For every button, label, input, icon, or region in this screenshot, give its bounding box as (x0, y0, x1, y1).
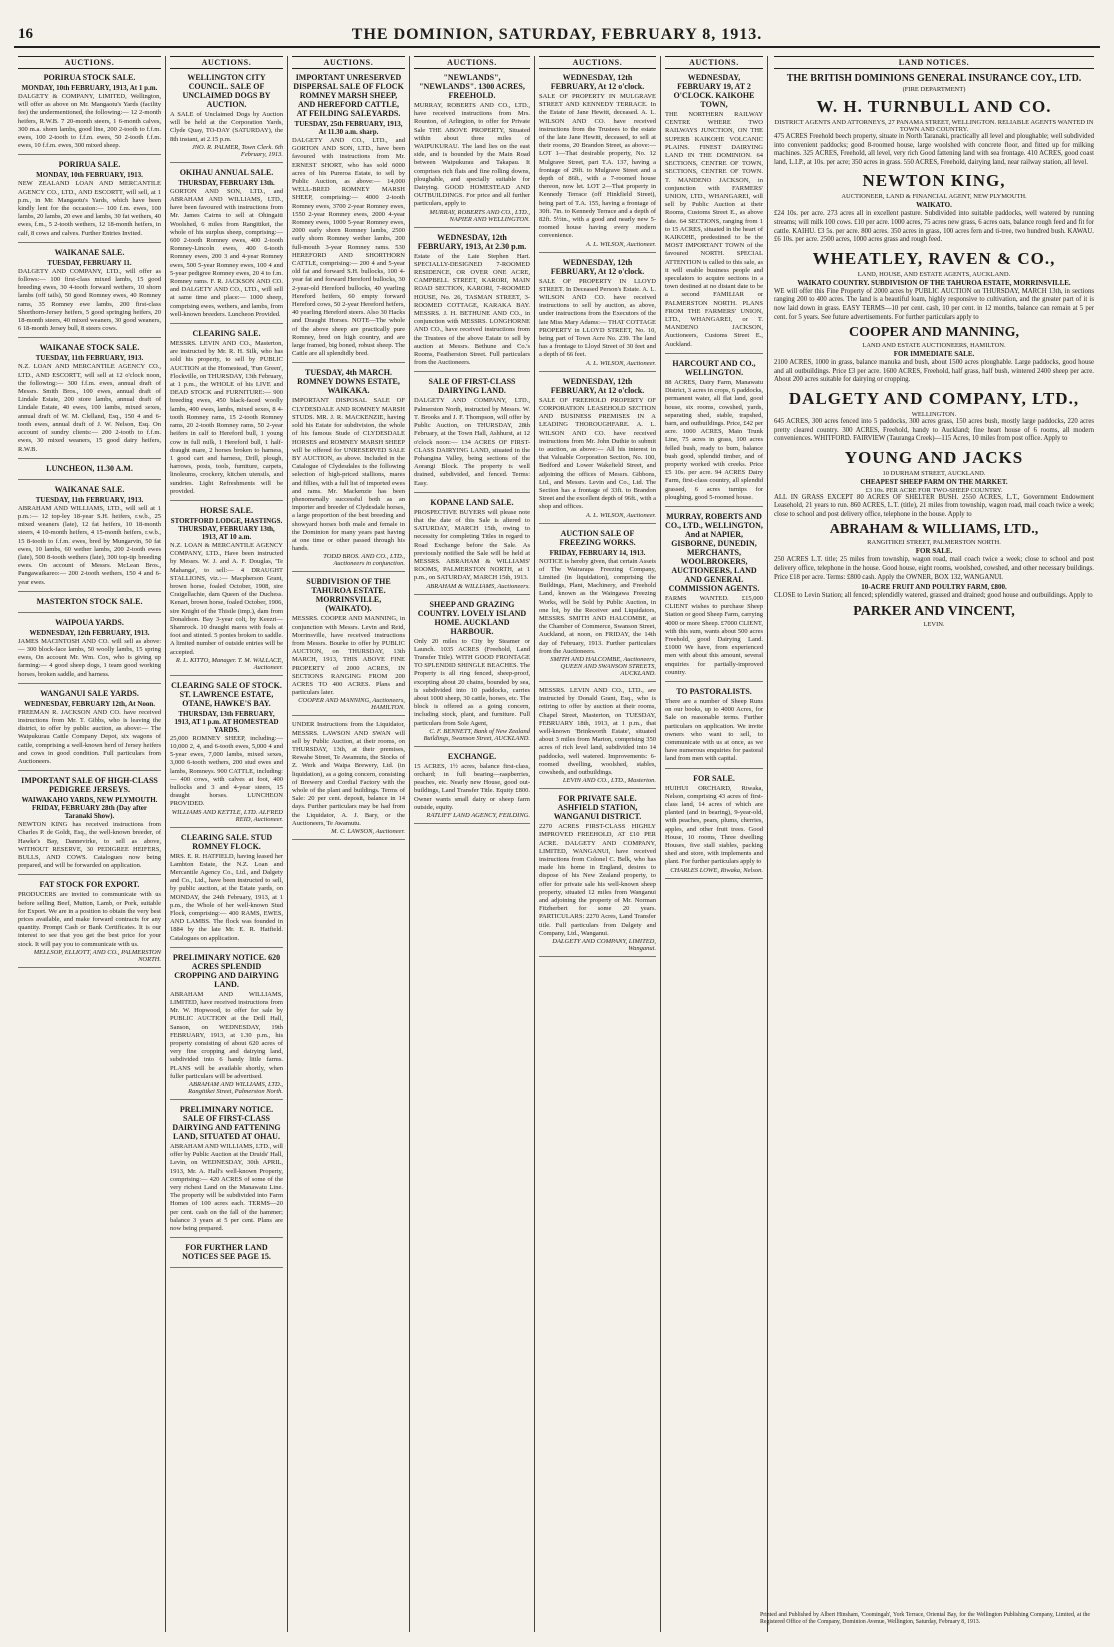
cheapest-farm-listing: ALL IN GRASS EXCEPT 80 ACRES OF SHELTER BUSH. 2550 ACRES, L.T., Government Endowment Leasehold, 21 years to run. 860 ACRES, L.T. (title), 21 miles from township, wagon road, mail coach twice a week; close to school and post delivery office, telephone in the house. Apply to (774, 493, 1094, 518)
notice-body: Estate of the Late Stephen Hart. SPECIALLY-DESIGNED 7-ROOMED RESIDENCE, OR OVER ONE ACRE, CAMPBELL STREET, KARORI, MAIN ROAD SECTION, KARORI, 7-ROOMED HOUSE, No. 26, TASMAN STREET, 3-ROOMED COTTAGE, KARAKA BAY. MESSRS. J. H. BETHUNE AND CO., in conjunction with MESSRS. LONGHORNE AND CO., have received instructions from the Trustees of the above Estate to sell by auction at Messrs. Bethune and Co.'s Rooms, Featherston Street. Full particulars from the Auctioneers. (414, 252, 530, 367)
fruit-farm-heading: 10-ACRE FRUIT AND POULTRY FARM, £800. (861, 583, 1007, 592)
notice-title: IMPORTANT SALE OF HIGH-CLASS PEDIGREE JERSEYS. (21, 776, 158, 795)
notice-title: CLEARING SALE OF STOCK. ST. LAWRENCE ESTATE, OTANE, HAWKE'S BAY. (171, 680, 282, 708)
auction-notice (539, 377, 656, 524)
auction-column-6 (661, 56, 768, 1632)
auction-notice (539, 258, 656, 372)
notice-body: HUIHUI ORCHARD, Riwaka, Nelson, comprising 43 acres of first-class land, 14 acres of which are planted (and in bearing), 9-year-old, with peaches, pears, plums, cherries, apples, and other fruit trees. Good House, 10 rooms, Three dwelling Houses, five stall stables, packing shed and store, with implements and plant. For further particulars apply to (665, 784, 763, 866)
notice-date: STORTFORD LODGE, HASTINGS. THURSDAY, FEBRUARY 13th, 1913, AT 10 a.m. (170, 516, 283, 541)
columns-area (14, 56, 1100, 1632)
notice-body: MURRAY, ROBERTS AND CO., LTD., have received instructions from Mrs. Rounton, of Arlington, to offer for Private Sale THE ABOVE PROPERTY, Situated within about three miles of WAIPUKURAU. The land lies on the east side, and is bounded by the Main Road between Waipukurau and Takapau. It comprises rich flats and fine rolling downs, ploughable, and specially suitable for Dairying. GOOD HOMESTEAD AND OUTBUILDINGS. For price and all further particulars, apply to (414, 102, 530, 208)
notice-signature: C. F. BENNETT, Bank of New Zealand Buildings, Swanson Street, AUCKLAND. (423, 727, 530, 742)
notice-title: WAIKANAE STOCK SALE. (39, 343, 140, 353)
notice-title: TUESDAY, 4th MARCH. ROMNEY DOWNS ESTATE, WAIKAKA. (297, 368, 400, 396)
notice-body: ABRAHAM AND WILLIAMS, LIMITED, have received instructions from Mr. W. Hopwood, to offer for sale by PUBLIC AUCTION at the Drill Hall, Sanson, on WEDNESDAY, 19th FEBRUARY, 1913, at 1.30 p.m., his property consisting of about 620 acres of very fine cropping and dairying land, subdivided into 6 handy little farms. PLANS will be available shortly, when fuller particulars will be advertised. (170, 990, 283, 1080)
notice-body: NEWTON KING has received instructions from Charles P. de Goldt, Esq., the well-known breeder, of Hawke's Bay, Dannevirke, to sell as above, WITHOUT RESERVE, 30 PEDIGREE HEIFERS, BULLS, AND COWS. Catalogues now being prepared, and will be forwarded on application. (18, 821, 161, 870)
land-notices-header: LAND NOTICES. (774, 56, 1094, 69)
notice-signature: ABRAHAM AND WILLIAMS, LTD., Rangitikei Street, Palmerston North. (188, 1081, 283, 1096)
notice-date: THURSDAY, 13th FEBRUARY, 1913, AT 1 p.m. AT HOMESTEAD YARDS. (174, 709, 279, 734)
auction-column-3 (288, 56, 410, 1632)
auction-notice (414, 73, 530, 228)
notice-body: NEW ZEALAND LOAN AND MERCANTILE AGENCY CO., LTD., AND ESCORTT, will sell, at 1 p.m., in Mr. Mangaotu's Yards, which have been kindly lent for the occasion:— 100 f.m. ewes, 100 lambs, 20 lambs, 20 ewe and lambs, 30 fat wethers, 40 ewes, f.m., 5 2-tooth wethers, 12 18-month heifers, in calf, 8 cows and calves. Further Entries Invited. (18, 180, 161, 237)
notice-signature: CHARLES LOWE, Riwaka, Nelson. (670, 866, 763, 874)
tahuroa-heading: WAIKATO COUNTRY. SUBDIVISION OF THE TAHUROA ESTATE, MORRINSVILLE. (797, 278, 1071, 287)
notice-title: WAIKANAE SALE. (54, 247, 125, 257)
immediate-sale-heading: FOR IMMEDIATE SALE. (893, 350, 975, 359)
cooper-manning-name: COOPER AND MANNING, (849, 325, 1019, 341)
notice-body: DALGETY AND COMPANY, LTD., will offer as follows:— 100 first-class mixed lambs, 15 good breeding ewes, 30 4-tooth forward wethers, 10 shorn lambs (off tails), 50 good Romney ewes, 40 Romney rams, 35 Romney ewe lambs, 200 first-class Shorthorn-Jersey heifers, 5 good springing heifers, 20 18-month steers, 40 mixed weaners, 30 good weaners, 6 18-month Jersey bull, 8 steers cows. (18, 267, 161, 333)
auction-notice (18, 160, 161, 242)
auction-notice (414, 498, 530, 595)
notice-title: MURRAY, ROBERTS AND CO., LTD., WELLINGTON, And at NAPIER, GISBORNE, DUNEDIN, MERCHANTS, WOOLBROKERS, AUCTIONEERS, LAND AND GENERAL COMMISSION AGENTS. (665, 511, 763, 593)
auction-notice (292, 73, 405, 363)
insurance-title: THE BRITISH DOMINIONS GENERAL INSURANCE COY., LTD. (786, 73, 1082, 84)
notice-signature: MELLSOP, ELLIOTT, AND CO., PALMERSTON NORTH. (33, 948, 161, 963)
auction-notice (292, 577, 405, 716)
notice-title: "NEWLANDS", "NEWLANDS". 1300 ACRES, FREEHOLD. (419, 73, 525, 100)
notice-body: A SALE of Unclaimed Dogs by Auction will be held at the Corporation Yards, Clyde Quay, TO-DAY (SATURDAY), the 8th instant, at 2.15 p.m. (170, 111, 283, 143)
auction-notice (539, 73, 656, 253)
notice-title: WELLINGTON CITY COUNCIL. SALE OF UNCLAIMED DOGS BY AUCTION. (182, 73, 271, 109)
notice-title: WEDNESDAY, 12th FEBRUARY, At 12 o'clock. (550, 376, 645, 395)
notice-body: N.Z. LOAN & MERCANTILE AGENCY COMPANY, LTD., Have been instructed by Messrs. W. J. and A. F. Douglas, 'Te Mahanga', to sell:— 4 DRAUGHT STALLIONS, viz.:— Macpherson Grant, brown horse, foaled October, 1908, sire Craigellachie, dam Queen of the Duchess. Kenart, brown horse, foaled October, 1906, sire Knight of the Thistle (imp.), dam from Donaldson. Bay 3-year colt, by Keezri—Shamrock. 10 draught mares with foals at foot and stinted. 5 ponies broken to saddle. A limited number of outside entries will be accepted. (170, 541, 283, 656)
masthead (14, 26, 1100, 48)
auction-notice (170, 73, 283, 163)
notice-signature: DALGETY AND COMPANY, LIMITED, Wanganui. (552, 938, 656, 953)
notice-title: WEDNESDAY, 12th FEBRUARY, At 12 o'clock. (550, 257, 645, 276)
notice-body: N.Z. LOAN AND MERCANTILE AGENCY CO., LTD., AND ESCORTT, will sell at 12 o'clock noon, the following:— 300 f.f.m. ewes, annual draft of Messrs. Smith Bros., 100 ewes, annual draft of Lindale Estate, 200 store lambs, annual draft of Lindale Estate, 40 ewes, 100 lambs, mixed sexes, annual draft of W. M. Clelland, Esq., 150 4 and 6-tooth ewes, annual draft of J. W. Nelson, Esq. On account of sundry clients:— 200 2-tooth to f.f.m. ewes, 30 mixed weaners, 15 good dairy heifers, R.W.B. (18, 363, 161, 453)
notice-title: MASTERTON STOCK SALE. (36, 596, 143, 606)
auction-notice (170, 506, 283, 676)
notice-body: THE NORTHERN RAILWAY CENTRE WHERE TWO RAILWAYS JUNCTION, ON THE SUPERB KAIKOHE VOLCANIC PLAINS. FINEST DAIRYING LAND IN THE DOMINION. 64 SECTIONS, CENTRE OF TOWN, SECTIONS, CENTRE OF TOWN. T. MANDENO JACKSON, in conjunction with FARMERS' UNION, LTD., WHANGAREI, will sell by Public Auction at their Rooms, Customs Street E., as above date. 64 SECTIONS, ranging from 1 to 15 ACRES, situated in the heart of KAIKOHE, predestined to be the MOST IMPORTANT TOWN of the favoured NORTH. SPECIAL ATTENTION is called to this sale, as it will enable business people and speculators to acquire sections in a town destined at no distant date to be a second FAMILIAR or PALMERSTON NORTH. PLANS FROM THE FARMERS' UNION, LTD., WHANGAREI, or T. MANDENO JACKSON, Auctioneers, Customs Street E., Auckland. (665, 111, 763, 348)
notice-body: DALGETY AND CO., LTD., and GORTON AND SON, LTD., have been favoured with instructions from Mr. ERNEST SHORT, who has sold 6000 acres of his Pureroa Estate, to sell by Public Auction, as above:— 14,000 WELL-BRED ROMNEY MARSH SHEEP, comprising:— 4000 2-tooth Romney ewes, 3700 2-year Romney ewes, 1550 2-year Romney ewes, 2000 4-year Romney ewes, 1000 5-year Romney ewes, 2000 early shorn Romney lambs, 2500 early shorn Romney wether lambs, 200 full-mouth 3-year Romney rams. 530 HEREFORD AND SHORTHORN CATTLE, comprising:— 200 4 and 5-year old fat and forward S.H. bullocks, 100 4-year fat and forward Hereford bullocks, 30 2-year-old Hereford bullocks, 40 yearling Hereford heifers, 60 empty forward Hereford cows, 50 2-year Hereford heifers, 40 yearling Hereford steers. Also 30 Hacks and Draught Horses. NOTE—The whole of the above sheep are practically pure Romney, bred on high country, and are large framed, big boned, robust sheep. The Cattle are all splendidly bred. (292, 137, 405, 358)
auction-notice (170, 1105, 283, 1238)
notice-body: ABRAHAM AND WILLIAMS, LTD., will offer by Public Auction at the Druids' Hall, Levin, on WEDNESDAY, 30th APRIL, 1913, Mr. A. Hall's well-known Property, comprising:— 420 ACRES of some of the very richest Land on the Manawatu Line. The property will be subdivided into Farm Homes of 100 acres each. TERMS—20 per cent. cash on the fall of the hammer; balance 3 years at 5 per cent. Plans are now being prepared. (170, 1143, 283, 1233)
notice-title: HARCOURT AND CO., WELLINGTON. (672, 358, 756, 377)
notice-signature: LEVIN AND CO., LTD., Masterton. (562, 777, 656, 785)
waikato-listings: £24 10s. per acre. 273 acres all in excellent pasture. Subdivided into suitable paddocks, well watered by running streams; will milk 100 cows. £10 per acre. 1000 acres, 75 acres new grass, 6 acres oats, balance rough feed and fit for cattle. KAIHU. £3 5s. per acre. 800 acres. 350 acres in grass, 100 acres fern and ti-tree, two hundred bush. KAWAU. £6 10s. per acre. 2500 acres, 1000 acres grass and rough feed. (774, 210, 1094, 244)
notice-body: PROSPECTIVE BUYERS will please note that the date of this Sale is altered to SATURDAY, MARCH 15th, owing to necessity for completing Titles in regard to Road Exchange before the Sale. As previously notified the Sale will be held at MESSRS. ABRAHAM & WILLIAMS' ROOMS, PALMERSTON NORTH, at 1 p.m., on SATURDAY, MARCH 15th, 1913. (414, 508, 530, 582)
auction-notice (665, 687, 763, 769)
land-notices-column (768, 56, 1100, 1632)
notice-date: TUESDAY, FEBRUARY 11. (47, 258, 132, 267)
notice-body: MRS. E. R. HATFIELD, having leased her Lambton Estate, the N.Z. Loan and Mercantile Agency Co., Ltd., and Dalgety and Co., Ltd., have been instructed to sell, by public auction, at the Estate yards, on MONDAY, the 24th February, 1913, at 1 p.m., the Whole of her well-known Stud Flock, comprising:— 400 RAMS, EWES, AND LAMBS. The flock was founded in 1884 by the late Mr. E. R. Hatfield. Catalogues on application. (170, 852, 283, 942)
auction-notice (18, 464, 161, 480)
insurance-subtitle: (FIRE DEPARTMENT) (902, 86, 966, 93)
auction-notice (665, 359, 763, 507)
auction-notice (170, 168, 283, 324)
notice-body: MESSRS. LEVIN AND CO., Masterton, are instructed by Mr. R. H. Silk, who has sold his property, to sell by PUBLIC AUCTION at the Homestead, 'Fun Green', Flockville, on THURSDAY, 13th February, at 1 p.m., the WHOLE of his LIVE and DEAD STOCK and FURNITURE:— 900 breeding ewes, 450 black-faced woolly lambs, 400 ewes, lambs, mixed sexes, 8 4-tooth Romney rams, 15 2-tooth Romney rams, 20 2-tooth Romney rams, 50 2-year heifers in calf to Hereford bull, 1 young cow in full milk, 1 Hereford bull, 1 half-draught mare, 2 horses broken to harness, 1 good cart and harness, Drill, plough, harrows, posts, tools, furniture, carpets, linoleums, crockery, kitchen utensils, and sundries. Light Refreshments will be provided. (170, 340, 283, 495)
notice-title: CLEARING SALE. STUD ROMNEY FLOCK. (180, 832, 273, 851)
auction-notice (18, 776, 161, 875)
notice-signature: JNO. R. PALMER, Town Clerk. 6th February, 1913. (191, 143, 283, 158)
notice-signature: WILLIAMS AND KETTLE, LTD. ALFRED REID, Auctioneer. (171, 808, 283, 823)
notice-title: WANGANUI SALE YARDS. (40, 688, 139, 698)
notice-body: SALE OF FREEHOLD PROPERTY OF CORPORATION LEASEHOLD SECTION AND BUSINESS PREMISES IN A LEADING THOROUGHFARE. A. L. WILSON AND CO. have received instructions from Mr. John Duthie to submit to auction, as above:— All his interest in that Valuable Corporation Section, No. 100, Bedford and Lower Wakefield Street, and adjoining the offices of Messrs. Gibbons, Ltd., and Messrs. Levin and Co., Ltd. The Section has a frontage of 33ft. to Brandon Street and the excellent depth of 96ft., with a shop and offices. (539, 396, 656, 511)
printer-imprint: Printed and Published by Albert Hinsham, 'Coomingah', York Terrace, Oriental Bay, for the Wellington Publishing Company, Limited, at the Registered Office of the Company, Dominion Avenue, Wellington, Saturday, February 8, 1913. (760, 1612, 1090, 1625)
auction-notice (18, 73, 161, 155)
notice-date: TUESDAY, 25th FEBRUARY, 1913, At 11.30 a.m. sharp. (294, 120, 403, 136)
column-header: AUCTIONS. (170, 56, 283, 69)
notice-title: PORIRUA STOCK SALE. (43, 73, 136, 82)
newspaper-title: THE DOMINION, SATURDAY, FEBRUARY 8, 1913. (351, 26, 763, 43)
notice-title: WAIPOUA YARDS. (55, 617, 124, 627)
turnbull-firm-name: W. H. TURNBULL AND CO. (816, 97, 1052, 116)
cooper-manning-tagline: LAND AND ESTATE AUCTIONEERS, HAMILTON. (862, 342, 1006, 350)
notice-body: GORTON AND SON, LTD., and ABRAHAM AND WILLIAMS, LTD., have been favoured with instructions from Mr. James Cairns to sell at Ohingaiti Woolshed, 6 miles from Rangitikei, the whole of his surplus sheep, comprising:— 600 2-tooth Romney ewes, 400 2-tooth Romney-Lincoln ewes, 400 6-tooth Romney ewes, 200 3 and 4-year Romney ewes, 500 5-year Romney ewes, 100 4 and 5-year pedigree Romney ewes, 20 4 to f.m. Romney rams. F. R. JACKSON AND CO. and DALGETY AND CO., LTD., will sell at same time and place:— 1000 sheep, comprising ewes, wethers, and lambs, from well-known breeders. Luncheon Provided. (170, 187, 284, 318)
notice-body: FREEMAN R. JACKSON AND CO. have received instructions from Mr. T. Gibbs, who is leaving the district, to offer by public auction, as above:— The Waipukurau Cattle Company Depot, six wagons of cattle, comprising a well-known herd of Jersey heifers and cows in good condition. Full particulars from Auctioneers. (18, 708, 161, 765)
notice-date: WEDNESDAY, 12th FEBRUARY, 1913. (29, 628, 150, 637)
notice-title: PORIRUA SALE. (58, 160, 121, 170)
column-header: AUCTIONS. (539, 56, 656, 69)
auction-notice (414, 752, 530, 824)
auction-notice (170, 681, 283, 828)
notice-body: Only 20 miles to City by Steamer or Launch. 1035 ACRES (Freehold, Land Transfer Title). WITH GOOD FRONTAGE TO SPLENDID SHINGLE BEACHES. The Property is all ring fenced, sheep-proof, excepting about 20 chains, bounded by sea, is subdivided into 10 paddocks, carries about 1000 sheep, 30 cattle, horses, etc. The block is offered as a going concern, including stock, plant, and furniture. Full particulars from Sole Agent, (414, 637, 530, 727)
notice-signature: SMITH AND HALCOMBE, Auctioneers, QUEEN AND SWANSON STREETS, AUCKLAND. (550, 655, 656, 677)
auction-notice (18, 597, 161, 613)
young-jacks-tagline: 10 DURHAM STREET, AUCKLAND. (882, 469, 986, 477)
notice-title: LUNCHEON, 11.30 A.M. (46, 463, 133, 473)
wheatley-raven-tagline: LAND, HOUSE, AND ESTATE AGENTS, AUCKLAND. (857, 270, 1011, 278)
notice-signature: TODD BROS. AND CO., LTD., Auctioneers in conjunction. (323, 553, 405, 568)
dalgety-tagline: WELLINGTON. (911, 410, 957, 418)
notice-title: KOPANE LAND SALE. (430, 497, 514, 507)
notice-body: SALE OF PROPERTY IN LLOYD STREET. In Deceased Person's Estate. A. L. WILSON AND CO. have received instructions to sell by auction, as above, under instructions from the Executors of the late Miss Mary Adams:— THAT COTTAGE PROPERTY in LLOYD STREET, No. 10, being part of Town Acre No. 239. The land has a frontage to Lloyd Street of 30 feet and a depth of 66 feet. (539, 277, 656, 359)
notice-body: NOTICE is hereby given, that certain Assets of The Wairarapa Freezing Company, Limited (in liquidation), comprising the Buildings, Plant, Machinery, and Freehold Land, known as the Waingawa Freezing Works, will be Sold by Public Auction, in one lot, by the Receiver and Liquidators, MESSRS. SMITH AND HALCOMBE, at the Chamber of Commerce, Swanson Street, Auckland, at noon, on FRIDAY, the 14th day of February, 1913. Further particulars from the Auctioneers. (539, 557, 656, 655)
notice-body: 2270 ACRES FIRST-CLASS HIGHLY IMPROVED FREEHOLD, AT £10 PER ACRE. DALGETY AND COMPANY, LIMITED, WANGANUI, have received instructions from Colonel C. Belk, who has made his home in England, desires to dispose of his New Zealand property, to offer for private sale his well-known sheep property, situated 12 miles from Wanganui and adjoining the property of Mr. Norman Fitzherbert for some 20 years. PARTICULARS: 2270 Acres, Land Transfer title. Full particulars from Dalgety and Company, Ltd., Wanganui. (539, 823, 656, 937)
turnbull-listings: 475 ACRES Freehold beech property, situate in North Taranaki, practically all level and ploughable; well subdivided into convenient paddocks; good 8-roomed house, large woolshed with concrete floor, and fitted up for milking machines. 325 ACRES, Freehold, all level, very rich Good fattening land with sea frontage. 410 ACRES, good coast land, L.I.P., at 10s. per acre; 350 acres in grass. 550 ACRES, Freehold, dairying land, near railway station, all level. (774, 133, 1094, 166)
notice-signature: A. L. WILSON, Auctioneer. (585, 511, 656, 519)
notice-title: TO PASTORALISTS. (676, 686, 752, 696)
column-header: AUCTIONS. (414, 56, 530, 69)
notice-title: AUCTION SALE OF FREEZING WORKS. (559, 528, 636, 547)
notice-title: IMPORTANT UNRESERVED DISPERSAL SALE OF FLOCK ROMNEY MARSH SHEEP, AND HEREFORD CATTLE, AT FEILDING SALEYARDS. (293, 73, 404, 118)
notice-title: WEDNESDAY, FEBRUARY 19, AT 2 O'CLOCK. KAIKOHE TOWN, (673, 73, 755, 109)
cheapest-farm-subheading: £3 10s. PER ACRE FOR TWO-SHEEP COUNTRY. (865, 486, 1003, 494)
notice-body: 15 ACRES, 1½ acres, balance first-class, orchard; in full bearing—raspberries, peaches, etc. Nearly new House, good out-buildings, Land Transfer Title. Equity £800. Owner wants small dairy or sheep farm outside, equity. (414, 762, 530, 811)
notice-signature: A. L. WILSON, Auctioneer. (585, 359, 656, 367)
notice-title: SUBDIVISION OF THE TAHUROA ESTATE. MORRINSVILLE, (WAIKATO). (306, 577, 391, 614)
auction-column-2 (166, 56, 288, 1632)
notice-signature: COOPER AND MANNING, Auctioneers, HAMILTON. (298, 697, 405, 712)
notice-date: MONDAY, 10th FEBRUARY, 1913. (36, 171, 143, 180)
notice-date: FRIDAY, FEBRUARY 14, 1913. (549, 548, 646, 557)
auction-column-5 (535, 56, 661, 1632)
notice-title: WEDNESDAY, 12th FEBRUARY, 1913, At 2.30 p.m. (417, 232, 527, 251)
auction-notice (18, 343, 161, 458)
notice-title: PRELIMINARY NOTICE. SALE OF FIRST-CLASS DAIRYING AND FATTENING LAND, SITUATED AT OHAU. (172, 1105, 281, 1142)
auction-notice (292, 368, 405, 572)
cheapest-farm-heading: CHEAPEST SHEEP FARM ON THE MARKET. (860, 477, 1008, 486)
auction-notice (170, 953, 283, 1100)
auction-notice (18, 485, 161, 592)
notice-title: SALE OF FIRST-CLASS DAIRYING LAND. (428, 377, 516, 396)
newton-king-name: NEWTON KING, (862, 171, 1006, 191)
notice-title: OKIHAU ANNUAL SALE. (179, 167, 274, 177)
abraham-williams-tagline: RANGITIKEI STREET, PALMERSTON NORTH. (867, 539, 1001, 547)
notice-date: TUESDAY, 11th FEBRUARY, 1913. (35, 495, 144, 504)
notice-title: FAT STOCK FOR EXPORT. (39, 880, 140, 890)
notice-date: WEDNESDAY, FEBRUARY 12th, At Noon. (23, 699, 156, 708)
notice-body: FARMS WANTED. £15,000 CLIENT wishes to purchase Sheep Station or good Sheep Farm, carrying 4000 or more Sheep. £7000 CLIENT, with this sum, wants about 500 acres Freehold, good Dairying Land. £1000 We have, from experienced men with about this amount, several enquiries for partially-improved country. (665, 594, 763, 676)
auction-notice (665, 73, 763, 354)
auction-notice (665, 774, 763, 879)
notice-date: TUESDAY, 11th FEBRUARY, 1913. (35, 354, 144, 363)
tahuroa-listing: WE will offer this Fine Property of 2000 acres by PUBLIC AUCTION on THURSDAY, MARCH 13th, in sections ranging 200 to 400 acres. The land is a beautiful loam, highly responsive to cultivation, and the greater part of it is now laid down in grass. EASY TERMS—10 per cent. cash, 10 per cent. in 12 months, balance can remain at 5 per cent. for 5 years. See future advertisements. For further particulars apply to (774, 287, 1094, 321)
wheatley-raven-name: WHEATLEY, RAVEN & CO., (812, 248, 1056, 268)
notice-title: HORSE SALE. (200, 505, 253, 515)
notice-signature: M. C. LAWSON, Auctioneer. (331, 828, 405, 836)
abraham-williams-name: ABRAHAM & WILLIAMS, LTD., (829, 522, 1039, 538)
auction-notice (170, 1243, 283, 1268)
auction-notice (414, 233, 530, 373)
notice-body: IMPORTANT DISPOSAL SALE OF CLYDESDALE AND ROMNEY MARSH STUDS. MR. J. R. MACKENZIE, having sold his Estate for subdivision, the whole of his famous Stude of CLYDESDALE HORSES and ROMNEY MARSH SHEEP will be offered for UNRESERVED SALE BY AUCTION, as above. Included in the Catalogue of Clydesdales is the following selection of high-priced stallions, mares and fillies, with a full list of imported ewes and rams. Mr. Mackenzie has been phenomenally successful both as an importer and breeder of Clydesdale horses, a large proportion of the best breeding and showyard horses both male and female in the Dominion for many years past having at one time or other passed through his hands. (292, 397, 405, 553)
notice-title: EXCHANGE. (447, 751, 497, 761)
auction-notice (665, 512, 763, 682)
dalgety-name: DALGETY AND COMPANY, LTD., (788, 388, 1080, 408)
notice-date: WAIWAKAHO YARDS, NEW PLYMOUTH. FRIDAY, FEBRUARY 28th (Day after Taranaki Show). (21, 796, 158, 821)
notice-body: MESSRS. LEVIN AND CO., LTD., are instructed by Donald Grant, Esq., who is retiring to offer by auction at their rooms, Chapel Street, Masterton, on TUESDAY, FEBRUARY 18th, 1913, at 1 p.m., that well-known 'Brinkworth Estate', situated about 3 miles from Marton, comprising 350 acres of rich level land, subdivided into 14 paddocks, well watered. Improvements: 6-roomed dwelling, woolshed, stables, cowsheds, and outbuildings. (539, 686, 656, 776)
dalgety-listings: 645 ACRES, 300 acres fenced into 5 paddocks, 300 acres grass, 150 acres bush, mostly large paddocks, 220 acres pretty cleared country. 300 ACRES, Freehold, handy to Auckland; fine heart house of 6 rooms, all modern conveniences. WHITFORD. FAIRVIEW (Tauranga Creek)—115 Acres, 10 miles from post office. Apply to (774, 417, 1094, 443)
notice-signature: RATLIFF LAND AGENCY, FEILDING. (426, 812, 530, 819)
newton-king-tagline: AUCTIONEER, LAND & FINANCIAL AGENT, NEW PLYMOUTH. (841, 193, 1027, 201)
notice-body: DALGETY & COMPANY, LIMITED, Wellington, will offer as above on Mr. Mangaotu's Yards (facility fee) the undermentioned, the following:— 12 2-month heifers, R.W.B. 7 20-month steers, 1 6-month calves, 300 m.a. shorn lambs, good line, 200 2-tooth to f.f.m. ewes, 100 2-tooth to f.f.m. ewes, 50 2-tooth f.f.m. ewes, 10 f.f.m. ewes, 300 mixed sheep. (18, 93, 161, 150)
auction-column-4 (410, 56, 535, 1632)
auction-notice (414, 377, 530, 492)
notice-title: FOR FURTHER LAND NOTICES SEE PAGE 15. (182, 1243, 271, 1262)
notice-title: SHEEP AND GRAZING COUNTRY. LOVELY ISLAND HOME. AUCKLAND HARBOUR. (417, 599, 527, 636)
notice-body: DALGETY AND COMPANY, LTD., Palmerston North, instructed by Messrs. W. T. Brooks and J. F. Thompson, will offer by Public Auction, on THURSDAY, 28th February, at the Town Hall, Ashhurst, at 12 o'clock noon:— 134 ACRES OF FIRST-CLASS DAIRYING LAND, situated in the Pohangina Valley, being sections of the Aorangi Block. The property is well drained, subdivided, and fenced. Terms: Easy. (414, 397, 530, 487)
notice-body: 25,000 ROMNEY SHEEP, including:— 10,000 2, 4, and 6-tooth ewes, 5,000 4 and 5-year ewes, 7,000 lambs, mixed sexes, 3,000 6-tooth wethers, 200 stud ewes and lambs, Romneys. 900 CATTLE, including:— 400 cows, with calves at foot, 400 bullocks and 3 and 4-year steers, 15 draught horses. LUNCHEON PROVIDED. (170, 734, 283, 808)
parker-vincent-tagline: LEVIN. (923, 620, 945, 628)
auction-notice (539, 794, 656, 957)
young-jacks-name: YOUNG AND JACKS (844, 447, 1024, 467)
turnbull-tagline: DISTRICT AGENTS AND ATTORNEYS, 27 PANAMA STREET, WELLINGTON. RELIABLE AGENTS WANTED IN TOWN AND COUNTRY. (774, 119, 1094, 133)
fruit-farm-listing: CLOSE to Levin Station; all fenced; splendidly watered, grassed and drained; good house and outbuildings. Apply to (774, 592, 1093, 600)
notice-title: PRELIMINARY NOTICE. 620 ACRES SPLENDID CROPPING AND DAIRYING LAND. (172, 952, 281, 989)
notice-body: SALE OF PROPERTY IN MULGRAVE STREET AND KENNEDY TERRACE. In the Estate of Jane Hewitt, deceased. A. L. WILSON AND CO. have received instructions from the Trustees to the estate of the late Jane Hewitt, deceased, to sell at their rooms, 20 Brandon Street, as above:— LOT 1—That desirable property, No. 12 Mulgrave Street, part T.A. 137, having a frontage of 29ft. to Mulgrave Street and a depth of 86ft., with a 7-roomed house thereon, now let. LOT 2—That property in Kennedy Terrace (off Hinkfield Street), being part of T.A. 155, having a frontage of 30ft. 7in. to Kennedy Terrace and a depth of 82ft. 5½in., with a good and nearly new 5-roomed house having every modern convenience. (539, 93, 656, 240)
auction-notice (170, 833, 283, 948)
for-sale-listing: 250 ACRES L.T. title; 25 miles from township, wagon road, mail coach twice a week; close to school and post delivery office, telephone in the house. Good house, eight rooms, woolshed, cowshed, and other necessary buildings. Price £18 per acre. Terms: £800 cash. Apply the OWNER, BOX 132, WANGANUI. (774, 556, 1094, 581)
notice-signature: A. L. WILSON, Auctioneer. (585, 240, 656, 248)
auction-notice (18, 248, 161, 339)
auction-notice (539, 687, 656, 789)
notice-title: FOR PRIVATE SALE. ASHFIELD STATION, WANGANUI DISTRICT. (553, 794, 642, 822)
column-header: AUCTIONS. (18, 56, 161, 69)
column-header: AUCTIONS. (292, 56, 405, 69)
immediate-sale-listings: 2100 ACRES, 1000 in grass, balance manuka and bush, about 1500 acres ploughable. Large paddocks, good house and all outbuildings. Price £3 per acre. 1600 ACRES, Freehold, half grass, half bush, wintered 2400 sheep per acre. About 200 acres suitable for dairying or cropping. (774, 359, 1094, 384)
waikato-heading: WAIKATO. (916, 201, 952, 210)
notice-body: JAMES MACINTOSH AND CO. will sell as above:— 300 block-face lambs, 50 woolly lambs, 15 spring ewes, On account Mr. Wm. Cox, who is giving up farming:— 4 good sheep dogs, 1 team good working horses, broken saddle, and harness. (18, 637, 161, 678)
notice-body: UNDER Instructions from the Liquidator, MESSRS. LAWSON AND SWAN will sell by Public Auction, at their rooms, on THURSDAY, 13th, at their premises, Rewahe Street, Te Awamutu, the Stocks of Z. Werk and Waipa Brewery, Ltd. (in liquidation), as a going concern, consisting of Brewery and Cordial Factory with the whole of the plant and buildings. Terms of Sale: 20 per cent. deposit, balance in 14 days. Further particulars may be had from the Liquidator, A. J. Bary, or the Auctioneers, Te Awamutu. (292, 721, 405, 827)
notice-body: MESSRS. COOPER AND MANNING, in conjunction with Messrs. Levin and Reid, Morrinsville, have received instructions from Messrs. Bourke to offer by PUBLIC AUCTION, on THURSDAY, 13th MARCH, 1913, THIS ABOVE FINE PROPERTY of 2000 ACRES, IN SECTIONS RANGING FROM 200 ACRES TO 400 ACRES. Plans and particulars later. (292, 615, 405, 697)
auction-notice (539, 529, 656, 682)
parker-vincent-name: PARKER AND VINCENT, (853, 603, 1015, 619)
notice-signature: R. L. KITTO, Manager. T. M. WALLACE, Auctioneer. (175, 656, 283, 671)
notice-title: FOR SALE. (693, 773, 735, 783)
notice-signature: MURRAY, ROBERTS AND CO., LTD., NAPIER AND WELLINGTON. (429, 208, 530, 223)
notice-date: MONDAY, 10th FEBRUARY, 1913, At 1 p.m. (21, 84, 158, 92)
notice-signature: ABRAHAM & WILLIAMS, Auctioneers. (426, 582, 530, 590)
column-header: AUCTIONS. (665, 56, 763, 69)
notice-body: There are a number of Sheep Runs on our books, up to 4000 Acres, for Sale on reasonable terms. Further particulars on application. We invite owners who want to sell, to communicate with us at once, as we have numerous enquiries for pastoral land from men with capital. (665, 697, 763, 763)
auction-column-1 (14, 56, 166, 1632)
notice-title: WEDNESDAY, 12th FEBRUARY, At 12 o'clock. (550, 73, 645, 91)
notice-body: ABRAHAM AND WILLIAMS, LTD., will sell at 1 p.m.:— 12 top-ley 18-year S.H. heifers, r.w.b., 25 mixed weaners (late), 12 fat heifers, 10 18-month steers, 4 10-month heifers, 4 15-month heifers, r.w.b., 15 8-tooth to f.f.m. ewes, bred by Mungarvin, 50 fat ewes, 10 lambs, 60 wether lambs, 200 2-tooth ewes (late), 500 8-tooth wethers (late), 300 top-tip breeding ewes. On account of Messrs. McLean Bros., Pangawaikareo:— 200 2-tooth wethers, 150 4 and 6-year ewes. (18, 504, 161, 586)
notice-title: WAIKANAE SALE. (54, 484, 125, 494)
auction-notice (170, 329, 283, 501)
notice-body: PRODUCERS are invited to communicate with us before selling Beef, Mutton, Lamb, or Pork, suitable for Export. We are in a position to obtain the very best prices available, and make forward contracts for any quantity. Prompt Cash or Bank Certificates. It is our interest to see that you get the best price for your stock. It will pay you to communicate with us. (18, 891, 161, 948)
notice-date: THURSDAY, FEBRUARY 13th. (178, 178, 275, 187)
auction-notice (292, 721, 405, 840)
for-sale-heading: FOR SALE. (915, 547, 953, 556)
notice-body: 88 ACRES, Dairy Farm, Manawatu District, 3 acres in crops, 6 paddocks, permanent water, all flat land, good house, six rooms, cowshed, yards, separating shed, stable, trapshed, barn, and outbuildings. Price, £42 per acre. 1000 ACRES, Main Trunk Line, 75 acres in grass, 100 acres felled bush, ready to burn, balance bush good, splendid timber, and of property worked with creeks. Price £5 10s. per acre. 94 ACRES Dairy Farm, first-class country, all splendid grassed, 6 acres turnips for ploughing, good 5-roomed house. (665, 378, 763, 501)
auction-notice (18, 880, 161, 967)
auction-notice (414, 600, 530, 747)
notice-title: CLEARING SALE. (192, 329, 261, 339)
auction-notice (18, 618, 161, 684)
page-number: 16 (18, 26, 33, 42)
auction-notice (18, 689, 161, 771)
